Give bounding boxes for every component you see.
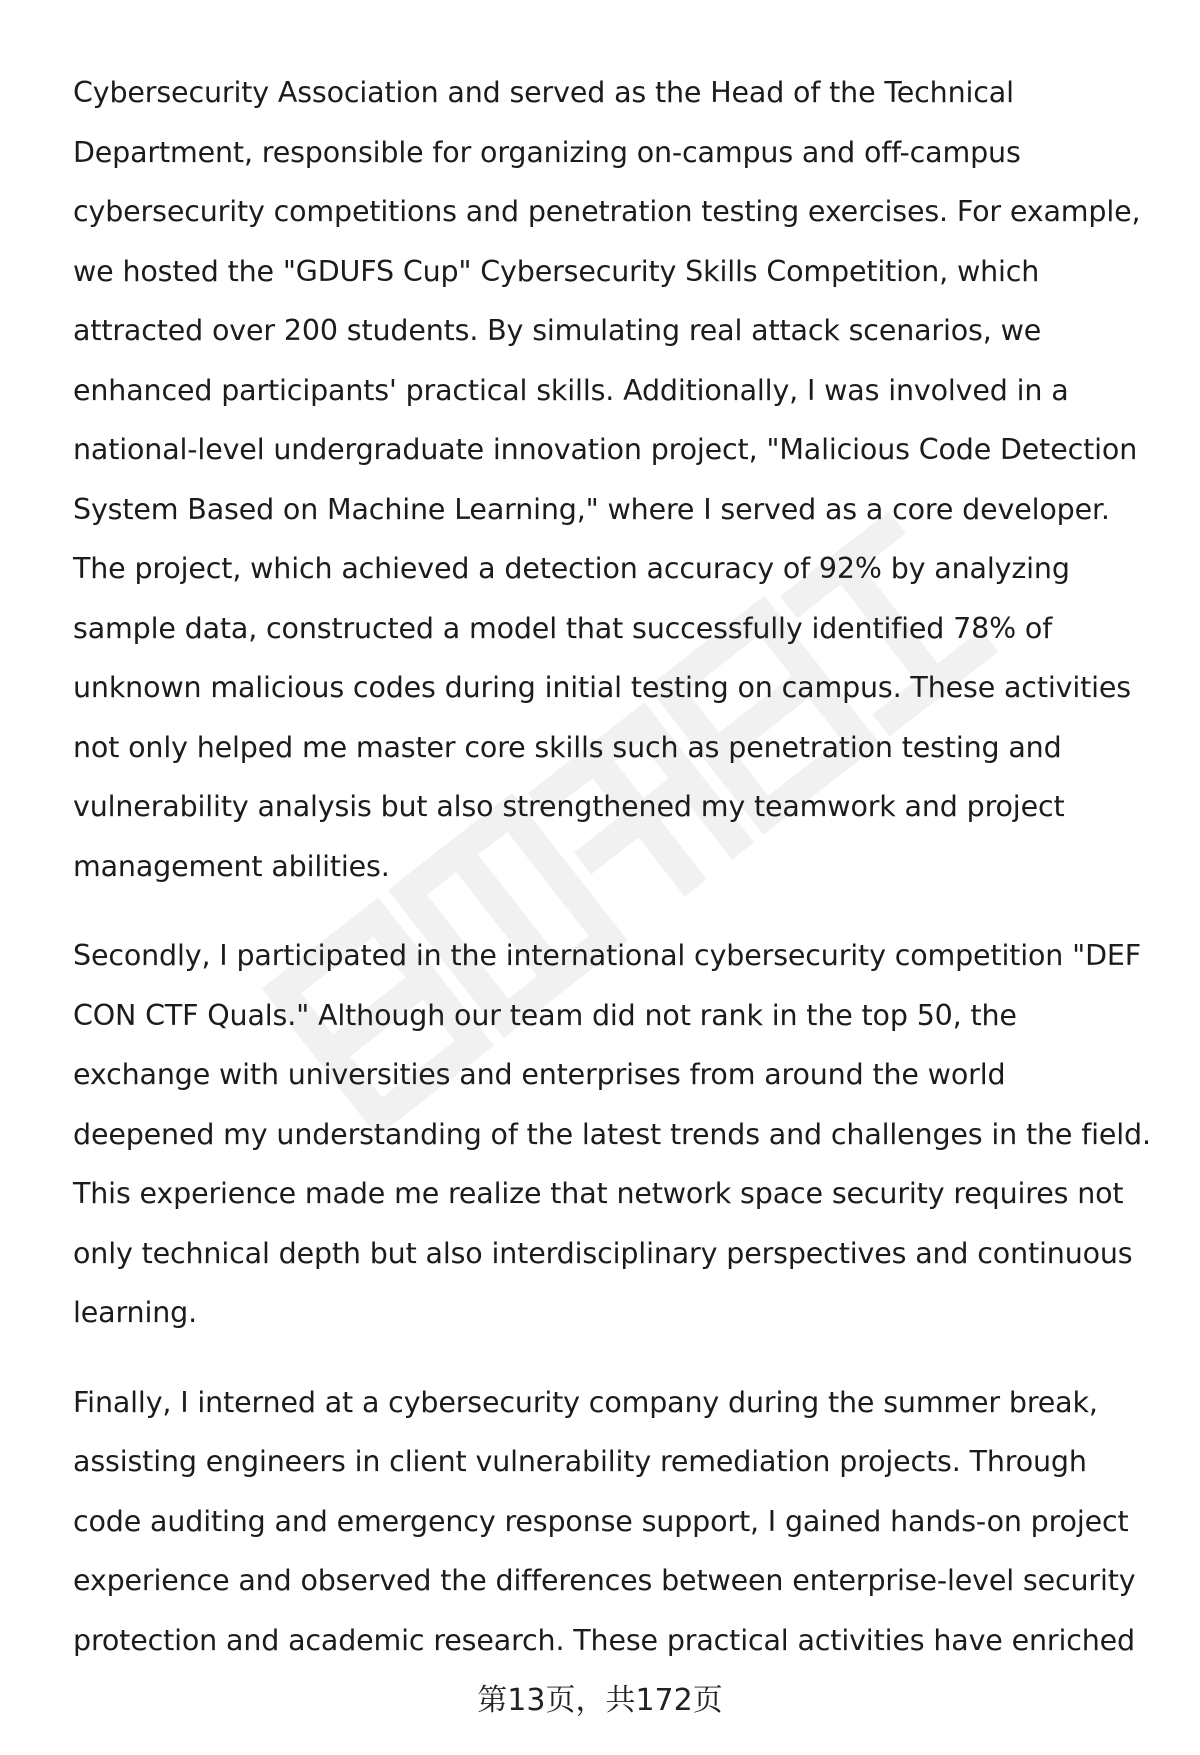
page-number: 第13页，共172页	[477, 1683, 723, 1718]
text-line: assisting engineers in client vulnerability remediation projects. Through	[73, 1445, 1087, 1478]
text-line: learning.	[73, 1296, 197, 1329]
text-line: enhanced participants' practical skills. Additionally, I was involved in a	[73, 373, 1069, 407]
text-line: The project, which achieved a detection accuracy of 92% by analyzing	[73, 552, 1070, 585]
text-line: code auditing and emergency response support, I gained hands-on project	[73, 1504, 1129, 1538]
document-body	[73, 63, 1155, 1700]
text-line: Cybersecurity Association and served as the Head of the Technical	[73, 76, 1014, 109]
text-line: deepened my understanding of the latest trends and challenges in the field.	[73, 1117, 1151, 1151]
text-line: Secondly, I participated in the international cybersecurity competition "DEF	[73, 939, 1141, 972]
text-line: not only helped me master core skills such as penetration testing and	[73, 730, 1062, 764]
text-line: management abilities.	[73, 849, 390, 883]
text-line: only technical depth but also interdisciplinary perspectives and continuous	[73, 1236, 1133, 1270]
text-line: vulnerability analysis but also strengthened my teamwork and project	[73, 790, 1065, 823]
text-line: Department, responsible for organizing on-campus and off-campus	[73, 135, 1021, 169]
text-line: we hosted the "GDUFS Cup" Cybersecurity Skills Competition, which	[73, 254, 1040, 288]
text-line: experience and observed the differences between enterprise-level security	[73, 1564, 1136, 1597]
text-line: national-level undergraduate innovation project, "Malicious Code Detection	[73, 433, 1138, 466]
text-line: This experience made me realize that network space security requires not	[73, 1177, 1124, 1210]
text-line: attracted over 200 students. By simulating real attack scenarios, we	[73, 314, 1042, 347]
text-line: unknown malicious codes during initial testing on campus. These activities	[73, 671, 1131, 704]
paragraph-1	[73, 63, 1155, 896]
text-line: CON CTF Quals." Although our team did not rank in the top 50, the	[73, 998, 1017, 1032]
paragraph-2	[73, 926, 1155, 1343]
text-line: sample data, constructed a model that successfully identified 78% of	[73, 611, 1053, 645]
text-line: cybersecurity competitions and penetration testing exercises. For example,	[73, 195, 1141, 228]
text-line: exchange with universities and enterprises from around the world	[73, 1058, 1006, 1091]
paragraph-3	[73, 1373, 1155, 1671]
text-line: protection and academic research. These practical activities have enriched	[73, 1623, 1135, 1657]
text-line: Finally, I interned at a cybersecurity company during the summer break,	[73, 1385, 1098, 1419]
text-line: System Based on Machine Learning," where I served as a core developer.	[73, 492, 1110, 526]
